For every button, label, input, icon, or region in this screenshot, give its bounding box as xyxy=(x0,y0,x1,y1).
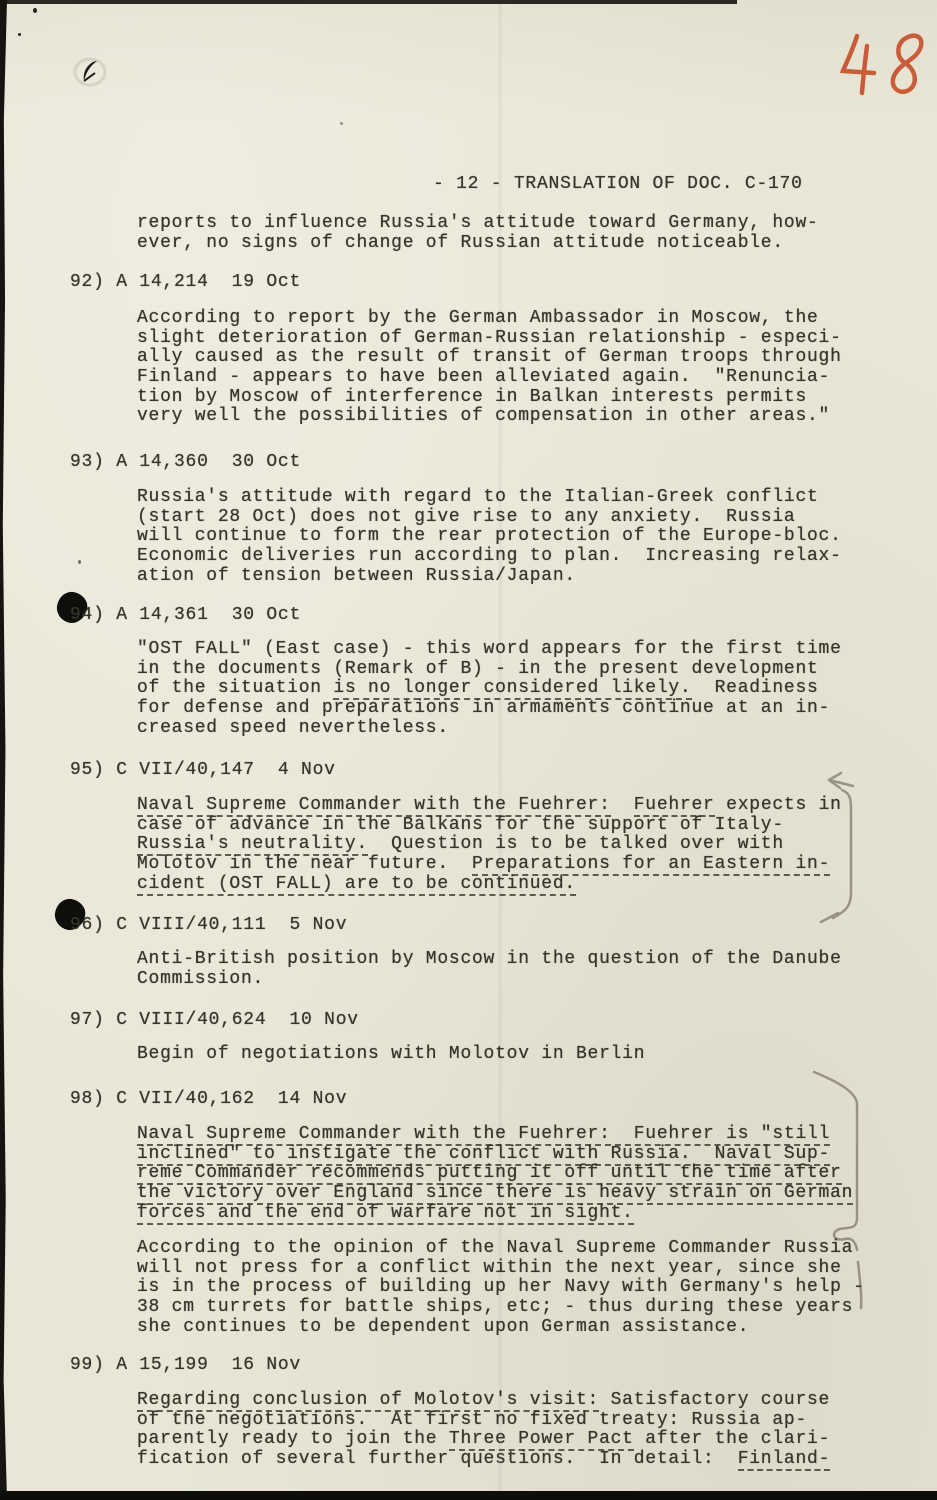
text-segment: "OST FALL" (East case) - this word appears for the first time xyxy=(137,639,842,659)
entry-paragraph-93 xyxy=(137,488,842,586)
underlined-text-segment: is no longer considered likely. xyxy=(333,678,692,699)
text-line xyxy=(137,368,842,388)
underlined-text-segment: reme Commander recommends putting it off until the time after xyxy=(137,1163,842,1184)
continuation-paragraph xyxy=(137,214,819,253)
text-line xyxy=(137,1391,830,1411)
text-line xyxy=(137,1204,853,1224)
underlined-text-segment: Naval Supreme Commander with the Fuehrer: Fuehrer is "still xyxy=(137,1124,831,1144)
text-segment: of the situation xyxy=(137,678,334,699)
text-line xyxy=(137,970,842,990)
text-line xyxy=(137,699,842,719)
entry-paragraph-96 xyxy=(137,950,842,989)
text-line xyxy=(137,1164,853,1184)
text-line xyxy=(137,329,842,349)
text-segment: case of advance in the Balkans for the support of Italy- xyxy=(137,814,784,835)
text-line xyxy=(137,855,842,875)
text-segment: (start 28 Oct) does not give rise to any anxiety. Russia xyxy=(137,506,796,527)
text-segment: Molotov in the near future. xyxy=(137,854,473,875)
text-line xyxy=(137,679,842,699)
underlined-text-segment: cident (OST FALL) are to be continued. xyxy=(137,873,576,894)
text-segment: very well the possibilities of compensation in other areas." xyxy=(137,406,831,427)
underlined-text-segment: Finland- xyxy=(737,1449,831,1470)
text-segment: for defense and preparations in armaments continue at an in- xyxy=(137,698,831,719)
text-line xyxy=(137,234,819,254)
underlined-text-segment: Preparations for an Eastern in- xyxy=(472,854,831,875)
text-segment: will continue to form the rear protection of the Europe-bloc. xyxy=(137,526,842,547)
text-segment: will not press for a conflict within the next year, since she xyxy=(137,1257,842,1278)
text-line xyxy=(137,719,842,739)
text-line xyxy=(137,1145,853,1165)
text-line xyxy=(137,796,842,816)
entry-paragraph-97 xyxy=(137,1045,645,1065)
text-segment: Satisfactory course xyxy=(599,1390,831,1410)
text-segment: fication of several further questions. In detail: xyxy=(137,1449,738,1470)
scan-edge-top xyxy=(0,0,737,4)
ink-speck xyxy=(340,122,343,125)
underlined-text-segment: Russia's neutrality. xyxy=(137,834,369,855)
text-line xyxy=(137,388,842,408)
entry-heading-98: 98) C VII/40,162 14 Nov xyxy=(70,1089,348,1109)
text-segment: ally caused as the result of transit of German troops through xyxy=(137,347,842,368)
ink-speck xyxy=(33,8,37,13)
scan-edge-bottom xyxy=(0,1491,937,1500)
text-segment: Begin of negotiations with Molotov in Berlin xyxy=(137,1044,646,1064)
text-line xyxy=(137,1045,645,1065)
entry-heading-99: 99) A 15,199 16 Nov xyxy=(70,1355,302,1375)
text-segment: According to report by the German Ambassador in Moscow, the xyxy=(137,308,819,328)
text-line xyxy=(137,1184,853,1204)
text-line xyxy=(137,1430,830,1450)
entry-paragraph-98-2 xyxy=(137,1239,865,1337)
ink-speck xyxy=(18,33,21,36)
text-segment: after the clari- xyxy=(633,1429,831,1450)
entry-heading-95: 95) C VII/40,147 4 Nov xyxy=(70,760,336,780)
text-segment: Readiness xyxy=(691,678,819,699)
text-line xyxy=(137,407,842,427)
entry-heading-97: 97) C VIII/40,624 10 Nov xyxy=(70,1010,359,1030)
text-segment: parently ready to join the xyxy=(137,1429,449,1450)
text-segment: According to the opinion of the Naval Supreme Commander Russia xyxy=(137,1238,854,1258)
text-segment: she continues to be dependent upon German assistance. xyxy=(137,1316,750,1337)
text-line xyxy=(137,1450,830,1470)
ink-check-mark xyxy=(75,59,105,85)
text-line xyxy=(137,1125,853,1145)
text-line xyxy=(137,309,842,329)
pencil-arrow xyxy=(829,773,853,788)
underlined-text-segment: Naval Supreme Commander with the Fuehrer: xyxy=(137,795,611,815)
text-segment xyxy=(611,795,634,815)
text-segment: Economic deliveries run according to plan. Increasing relax- xyxy=(137,546,842,567)
entry-heading-96: 96) C VIII/40,111 5 Nov xyxy=(70,915,348,935)
text-segment: Question is to be talked over with xyxy=(368,834,784,855)
text-line xyxy=(137,950,842,970)
entry-paragraph-98-1 xyxy=(137,1125,853,1223)
text-segment: Anti-British position by Moscow in the question of the Danube xyxy=(137,949,842,969)
text-line xyxy=(137,660,842,680)
entry-paragraph-92 xyxy=(137,309,842,427)
underlined-text-segment: Fuehrer xyxy=(633,795,715,815)
text-line xyxy=(137,1278,865,1298)
text-segment: is in the process of building up her Navy with Germany's help - xyxy=(137,1277,865,1298)
text-segment: expects in xyxy=(714,795,842,815)
entry-heading-94: 94) A 14,361 30 Oct xyxy=(70,605,302,625)
handwritten-page-number xyxy=(843,36,921,93)
text-segment: ever, no signs of change of Russian attitude noticeable. xyxy=(137,232,784,253)
text-line xyxy=(137,816,842,836)
text-segment: reports to influence Russia's attitude toward Germany, how- xyxy=(137,213,819,233)
text-segment: in the documents (Remark of B) - in the present development xyxy=(137,658,819,679)
text-line xyxy=(137,214,819,234)
underlined-text-segment: Regarding conclusion of Molotov's visit: xyxy=(137,1390,600,1410)
text-line xyxy=(137,1239,865,1259)
text-line xyxy=(137,1298,865,1318)
underlined-text-segment: Three Power Pact xyxy=(448,1429,634,1450)
text-segment: Russia's attitude with regard to the Italian-Greek conflict xyxy=(137,487,819,507)
underlined-text-segment: inclined" to instigate the conflict with Russia. Naval Sup- xyxy=(137,1143,831,1164)
page-header: - 12 - TRANSLATION OF DOC. C-170 xyxy=(433,174,803,194)
text-line xyxy=(137,1259,865,1279)
text-line xyxy=(137,547,842,567)
entry-heading-92: 92) A 14,214 19 Oct xyxy=(70,272,302,292)
text-line xyxy=(137,875,842,895)
text-line xyxy=(137,567,842,587)
text-line xyxy=(137,1411,830,1431)
text-segment: 38 cm turrets for battle ships, etc; - thus during these years xyxy=(137,1297,854,1318)
entry-paragraph-99 xyxy=(137,1391,830,1470)
text-line xyxy=(137,348,842,368)
entry-paragraph-95 xyxy=(137,796,842,894)
text-line xyxy=(137,508,842,528)
text-line xyxy=(137,488,842,508)
underlined-text-segment: forces and the end of warfare not in sight. xyxy=(137,1202,634,1223)
text-segment: slight deterioration of German-Russian relationship - especi- xyxy=(137,327,842,348)
underlined-text-segment: the victory over England since there is heavy strain on German xyxy=(137,1183,854,1204)
scan-edge-left xyxy=(0,0,7,1500)
text-segment: tion by Moscow of interference in Balkan interests permits xyxy=(137,386,808,407)
text-line xyxy=(137,640,842,660)
entry-heading-93: 93) A 14,360 30 Oct xyxy=(70,452,302,472)
entry-paragraph-94 xyxy=(137,640,842,738)
text-segment: Finland - appears to have been alleviated again. "Renuncia- xyxy=(137,367,831,388)
ink-speck xyxy=(78,560,81,564)
text-line xyxy=(137,835,842,855)
text-segment: creased speed nevertheless. xyxy=(137,717,449,738)
text-line xyxy=(137,1318,865,1338)
text-segment: Commission. xyxy=(137,968,265,989)
text-line xyxy=(137,527,842,547)
text-segment: ation of tension between Russia/Japan. xyxy=(137,565,576,586)
text-segment: of the negotiations. At first no fixed treaty: Russia ap- xyxy=(137,1409,808,1430)
